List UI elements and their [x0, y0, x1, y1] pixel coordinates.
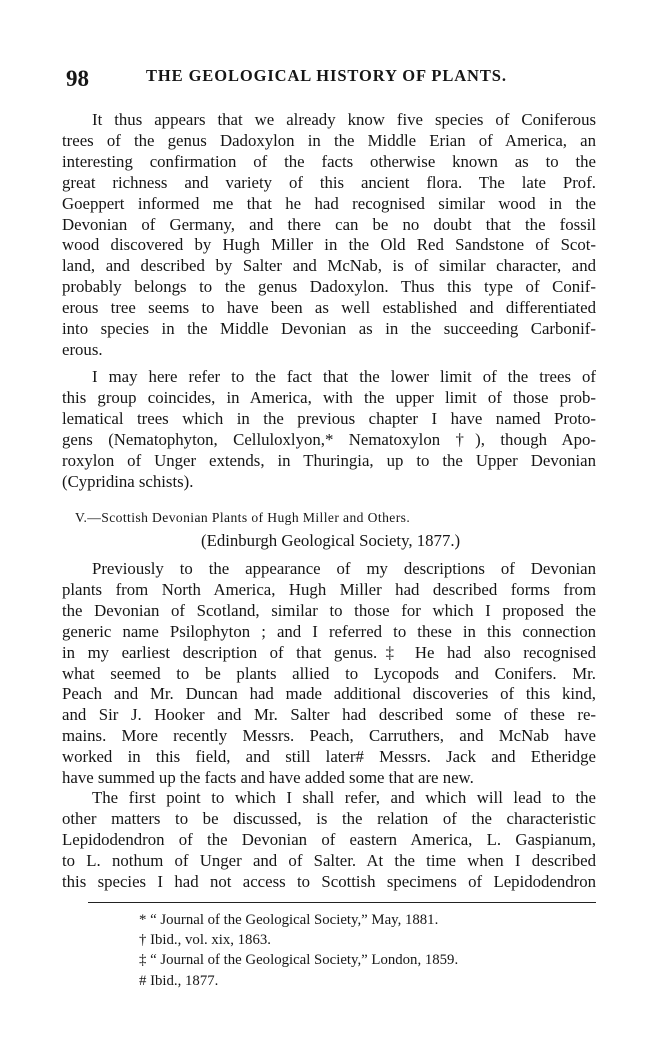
text-line: The first point to which I shall refer, and which will lead to the — [92, 788, 596, 807]
text-line: this group coincides, in America, with the upper limit of those prob- — [62, 387, 596, 407]
text-line: erous. — [62, 339, 103, 359]
text-line: probably belongs to the genus Dadoxylon. Thus this type of Conif- — [62, 277, 596, 297]
page-number: 98 — [66, 66, 89, 91]
section-subheading: (Edinburgh Geological Society, 1877.) — [201, 531, 461, 550]
text-line: have summed up the facts and have added some that are new. — [62, 768, 474, 788]
paragraph-4 — [62, 788, 596, 893]
text-line: Lepidodendron of the Devonian of eastern America, L. Gaspianum, — [62, 829, 596, 849]
text-line: and Sir J. Hooker and Mr. Salter had described some of these re- — [62, 705, 596, 725]
text-line: Peach and Mr. Duncan had made additional discoveries of this kind, — [62, 684, 596, 704]
running-head: THE GEOLOGICAL HISTORY OF PLANTS. — [146, 66, 507, 85]
text-line: this species I had not access to Scottish specimens of Lepidodendron — [62, 871, 596, 891]
text-line: land, and described by Salter and McNab, is of similar character, and — [62, 256, 596, 276]
text-line: erous tree seems to have been as well established and differentiated — [62, 298, 596, 318]
text-line: what seemed to be plants allied to Lycopods and Conifers. Mr. — [62, 663, 596, 683]
text-line: other matters to be discussed, is the relation of the characteristic — [62, 808, 596, 828]
text-line: in my earliest description of that genus.‡ He had also recognised — [62, 642, 596, 662]
text-line: gens (Nematophyton, Celluloxlyon,* Nematoxylon †), though Apo- — [62, 429, 596, 449]
paragraph-1 — [62, 110, 596, 361]
text-line: worked in this field, and still later# Messrs. Jack and Etheridge — [62, 747, 596, 767]
text-line: (Cypridina schists). — [62, 471, 194, 491]
text-line: mains. More recently Messrs. Peach, Carruthers, and McNab have — [62, 726, 596, 746]
paragraph-2 — [62, 367, 596, 492]
section-heading: V.—Scottish Devonian Plants of Hugh Miller and Others. — [75, 510, 411, 525]
text-line: interesting confirmation of the facts otherwise known as to the — [62, 151, 596, 171]
footnote: * “ Journal of the Geological Society,” May, 1881. — [139, 912, 439, 928]
footnote: # Ibid., 1877. — [139, 972, 219, 989]
text-line: wood discovered by Hugh Miller in the Old Red Sandstone of Scot- — [62, 235, 596, 255]
paragraph-3 — [62, 559, 596, 789]
text-line: generic name Psilophyton ; and I referred to these in this connection — [62, 621, 596, 641]
text-line: to L. nothum of Unger and of Salter. At the time when I described — [62, 850, 596, 870]
text-line: plants from North America, Hugh Miller had described forms from — [62, 579, 596, 599]
text-line: Previously to the appearance of my descriptions of Devonian — [92, 559, 596, 578]
text-line: It thus appears that we already know five species of Coniferous — [92, 110, 596, 129]
text-line: great richness and variety of this ancient flora. The late Prof. — [62, 172, 596, 192]
footnote: † Ibid., vol. xix, 1863. — [139, 932, 271, 949]
text-line: Devonian of Germany, and there can be no doubt that the fossil — [62, 214, 596, 234]
footnote-rule — [88, 902, 596, 903]
text-line: I may here refer to the fact that the lower limit of the trees of — [92, 367, 596, 386]
text-line: the Devonian of Scotland, similar to those for which I proposed the — [62, 600, 596, 620]
text-line: trees of the genus Dadoxylon in the Middle Erian of America, an — [62, 130, 596, 150]
footnote: ‡ “ Journal of the Geological Society,” London, 1859. — [139, 952, 459, 969]
text-line: Goeppert informed me that he had recognised similar wood in the — [62, 193, 596, 213]
text-line: lematical trees which in the previous chapter I have named Proto- — [62, 408, 596, 428]
text-line: roxylon of Unger extends, in Thuringia, up to the Upper Devonian — [62, 450, 596, 470]
footnotes — [139, 910, 458, 991]
text-line: into species in the Middle Devonian as in the succeeding Carbonif- — [62, 319, 596, 339]
